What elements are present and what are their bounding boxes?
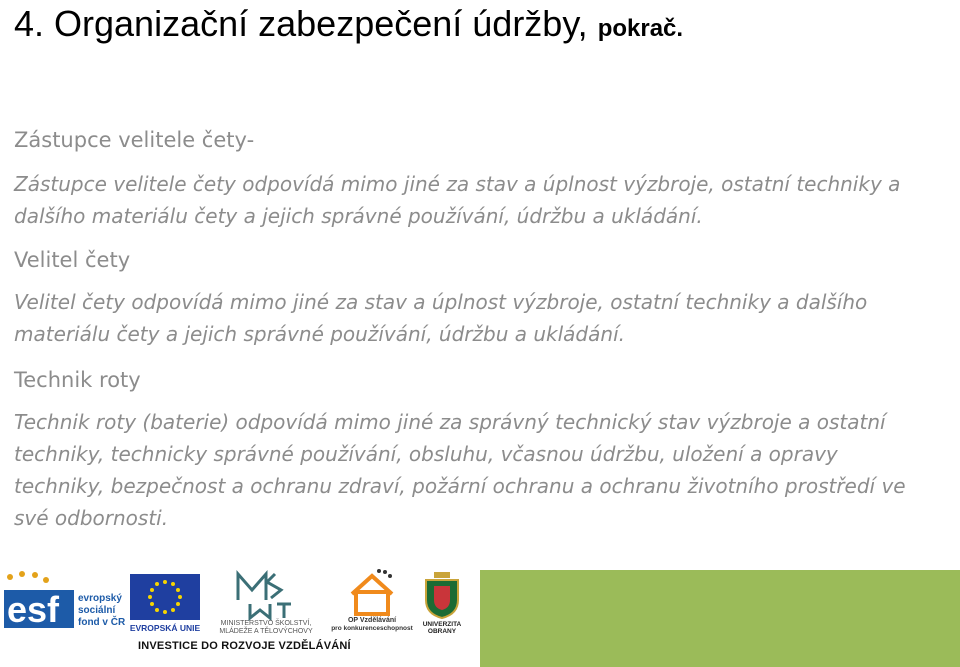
section-text: Zástupce velitele čety odpovídá mimo jiné za stav a úplnost výzbroje, ostatní techniky a dalšího materiálu čety a jejich správné používání, údržbu a ukládání. bbox=[14, 172, 901, 228]
op-vk-logo bbox=[330, 568, 414, 632]
slide-title bbox=[14, 2, 683, 51]
esf-line-2: sociální bbox=[78, 605, 116, 616]
op-line-2: pro konkurenceschopnost bbox=[331, 625, 413, 632]
section-platoon-commander bbox=[14, 246, 914, 350]
eu-flag-logo bbox=[128, 572, 202, 634]
footer-green-bar bbox=[480, 570, 960, 667]
slide-title-main: 4. Organizační zabezpečení údržby, bbox=[14, 3, 588, 44]
msmt-logo bbox=[205, 570, 327, 634]
msmt-monogram-icon bbox=[238, 574, 291, 618]
section-heading: Technik roty bbox=[14, 368, 141, 392]
esf-line-1: evropský bbox=[78, 593, 122, 604]
section-text: Technik roty (baterie) odpovídá mimo jiné za správný technický stav výzbroje a ostatní techniky, technicky správné používání, obsluhu, včasnou údržbu, uložení a opravy techniky, bezpečnost a ochranu zdraví, požární ochranu a ochranu životního prostředí ve své odbornosti. bbox=[14, 410, 906, 530]
msmt-line-1: MINISTERSTVO ŠKOLSTVÍ, bbox=[220, 620, 312, 627]
esf-mark: esf bbox=[7, 589, 60, 630]
section-heading: Velitel čety bbox=[14, 248, 131, 272]
slide-title-continued: pokrač. bbox=[597, 15, 684, 42]
university-crest-icon bbox=[426, 572, 458, 618]
investment-slogan: INVESTICE DO ROZVOJE VZDĚLÁVÁNÍ bbox=[138, 640, 351, 652]
esf-line-3: fond v ČR bbox=[78, 617, 126, 628]
eu-text: EVROPSKÁ UNIE bbox=[129, 623, 201, 633]
university-of-defence-logo bbox=[418, 570, 466, 634]
op-line-1: OP Vzdělávání bbox=[347, 617, 397, 624]
msmt-line-2: MLÁDEŽE A TĚLOVÝCHOVY bbox=[219, 628, 313, 634]
op-house-icon bbox=[352, 569, 392, 614]
section-text: Velitel čety odpovídá mimo jiné za stav a úplnost výzbroje, ostatní techniky a dalšího materiálu čety a jejich správné používání, údržbu a ukládání. bbox=[14, 290, 868, 346]
section-company-technician bbox=[14, 366, 914, 534]
esf-logo bbox=[2, 570, 126, 632]
uo-line-1: UNIVERZITA bbox=[422, 621, 462, 628]
section-deputy-commander bbox=[14, 126, 914, 232]
section-heading: Zástupce velitele čety- bbox=[14, 128, 255, 152]
uo-line-2: OBRANY bbox=[427, 628, 457, 634]
